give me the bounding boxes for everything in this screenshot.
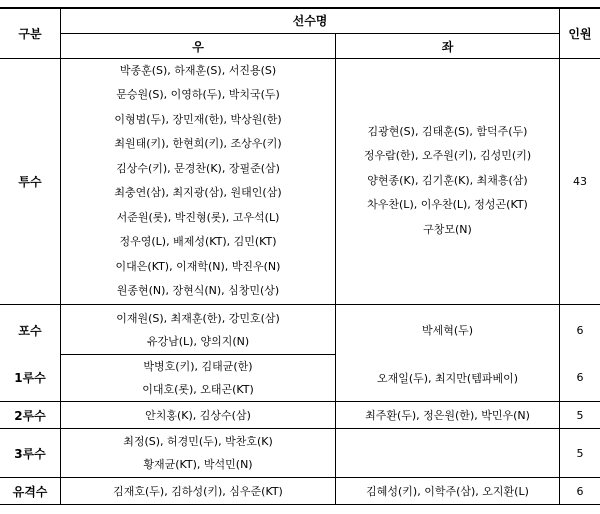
player-line: 구창모(N) — [423, 222, 472, 236]
player-line: 안치홍(K), 김상수(삼) — [145, 409, 251, 422]
header-player-name: 선수명 — [292, 14, 328, 28]
row-divider — [0, 401, 600, 402]
player-line: 김상수(키), 문경찬(K), 장필준(삼) — [116, 161, 280, 175]
column-divider — [60, 7, 61, 505]
player-line: 박병호(키), 김태균(한) — [143, 359, 253, 373]
second-base-count: 5 — [576, 408, 584, 422]
player-line: 정우람(한), 오주원(키), 김성민(키) — [363, 149, 532, 163]
header-category: 구분 — [18, 26, 42, 41]
player-line: 원종현(N), 장현식(N), 심창민(상) — [116, 284, 280, 297]
player-line: 양현종(K), 김기훈(K), 최채흥(삼) — [367, 173, 528, 187]
second-base-right-list — [61, 402, 335, 428]
category-shortstop: 유격수 — [12, 484, 48, 499]
category-catcher: 포수 — [18, 323, 42, 338]
catcher-count: 6 — [576, 323, 584, 337]
first-base-left-list — [336, 354, 559, 401]
header-count: 인원 — [568, 26, 592, 41]
player-line: 김광현(S), 김태훈(S), 함덕주(두) — [367, 124, 528, 138]
shortstop-count: 6 — [576, 484, 584, 498]
header-divider — [61, 33, 559, 34]
player-line: 최원태(키), 한현희(키), 조상우(키) — [114, 137, 282, 150]
table-bottom-border — [0, 504, 600, 505]
header-left: 좌 — [441, 39, 454, 54]
player-line: 서준원(롯), 박진형(롯), 고우석(L) — [116, 210, 280, 224]
player-line: 이대은(KT), 이재학(N), 박진우(N) — [115, 259, 281, 273]
category-third-base: 3루수 — [14, 446, 46, 461]
table-top-border — [0, 7, 600, 9]
third-base-count: 5 — [576, 446, 584, 460]
column-divider — [559, 7, 560, 505]
third-base-left-list — [336, 429, 559, 477]
player-line: 최주환(두), 정은원(한), 박민우(N) — [365, 409, 530, 422]
first-base-count: 6 — [576, 371, 584, 384]
player-line: 이형범(두), 장민재(한), 박상원(한) — [114, 112, 282, 126]
category-second-base: 2루수 — [14, 408, 46, 423]
row-divider — [0, 477, 600, 478]
shortstop-left-list — [336, 478, 559, 504]
pitcher-count: 43 — [573, 174, 587, 188]
second-base-left-list — [336, 402, 559, 428]
player-line: 박종훈(S), 하재훈(S), 서진용(S) — [119, 63, 277, 77]
pitcher-left-list — [336, 59, 559, 303]
row-divider — [61, 354, 335, 355]
player-line: 유강남(L), 양의지(N) — [146, 335, 250, 348]
row-divider — [0, 304, 600, 305]
category-first-base: 1루수 — [14, 371, 46, 385]
player-line: 김재호(두), 김하성(키), 심우준(KT) — [113, 485, 283, 498]
player-line: 이재원(S), 최재훈(한), 강민호(삼) — [116, 312, 280, 325]
player-line: 최충연(삼), 최지광(삼), 원태인(삼) — [114, 186, 282, 199]
player-line: 김혜성(키), 이학주(삼), 오지환(L) — [366, 485, 529, 498]
player-line: 황재균(KT), 박석민(N) — [143, 458, 253, 471]
third-base-right-list — [61, 429, 335, 477]
player-line: 오재일(두), 최지만(템파베이) — [376, 371, 519, 385]
pitcher-right-list — [61, 59, 335, 303]
player-line: 정우영(L), 배제성(KT), 김민(KT) — [119, 235, 277, 248]
player-line: 이대호(롯), 오태곤(KT) — [142, 382, 254, 396]
player-line: 박세혁(두) — [421, 324, 474, 337]
player-line: 문승원(S), 이영하(두), 박치국(두) — [116, 88, 280, 101]
header-right: 우 — [192, 39, 204, 54]
player-line: 최정(S), 허경민(두), 박찬호(K) — [123, 435, 273, 448]
row-divider — [0, 428, 600, 429]
category-pitcher: 투수 — [18, 174, 42, 189]
header-bottom-border — [0, 58, 600, 59]
column-divider — [335, 33, 336, 505]
catcher-right-list — [61, 306, 335, 354]
catcher-left-list — [336, 306, 559, 354]
shortstop-right-list — [61, 478, 335, 504]
first-base-right-list — [61, 354, 335, 401]
player-line: 차우찬(L), 이우찬(L), 정성곤(KT) — [367, 198, 528, 212]
